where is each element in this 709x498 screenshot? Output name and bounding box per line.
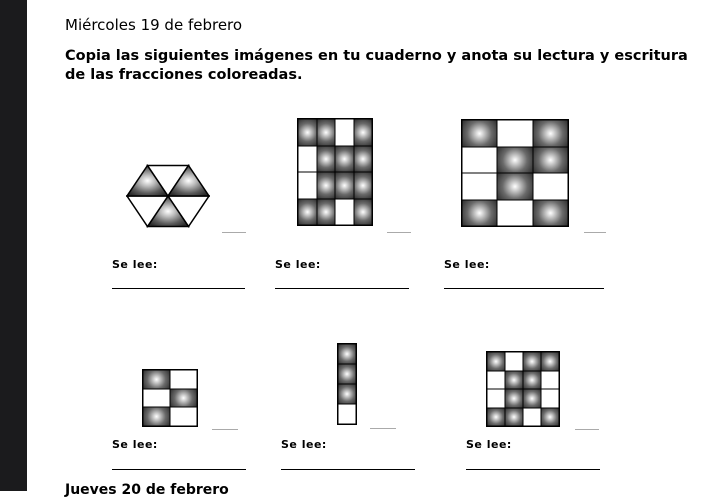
fraction-line-1 [222, 232, 246, 233]
left-dark-bar [0, 0, 27, 491]
shaded-cell [505, 408, 523, 427]
shaded-cell [170, 389, 197, 408]
answer-label-1: Se lee: [112, 258, 158, 271]
next-date-heading: Jueves 20 de febrero [65, 482, 229, 498]
fraction-grid-5 [486, 351, 560, 427]
shaded-cell [335, 172, 354, 199]
empty-cell [541, 371, 559, 390]
answer-line-1[interactable] [112, 288, 245, 289]
empty-cell [298, 172, 317, 199]
fraction-grid-3 [142, 369, 198, 427]
shaded-cell [523, 352, 541, 371]
shaded-cell [533, 147, 568, 174]
shaded-cell [335, 146, 354, 173]
answer-label-3: Se lee: [444, 258, 490, 271]
fraction-grid-2 [461, 119, 569, 227]
shaded-cell [487, 352, 505, 371]
hexagon-figure [126, 160, 210, 232]
empty-cell [541, 389, 559, 408]
answer-line-5[interactable] [281, 469, 415, 470]
shaded-cell [505, 389, 523, 408]
shaded-cell [317, 199, 336, 226]
answer-label-6: Se lee: [466, 438, 512, 451]
fraction-grid-4 [337, 343, 357, 425]
shaded-cell [497, 147, 532, 174]
answer-line-4[interactable] [112, 469, 246, 470]
answer-label-4: Se lee: [112, 438, 158, 451]
shaded-cell [143, 370, 170, 389]
empty-cell [523, 408, 541, 427]
shaded-cell [462, 120, 497, 147]
shaded-cell [533, 120, 568, 147]
shaded-cell [354, 199, 373, 226]
hexagon-svg [126, 160, 210, 232]
empty-cell [462, 147, 497, 174]
shaded-cell [298, 199, 317, 226]
empty-cell [143, 389, 170, 408]
fraction-line-4 [212, 429, 238, 430]
answer-label-2: Se lee: [275, 258, 321, 271]
empty-cell [505, 352, 523, 371]
shaded-cell [317, 146, 336, 173]
shaded-cell [487, 408, 505, 427]
empty-cell [487, 371, 505, 390]
answer-line-6[interactable] [466, 469, 600, 470]
date-heading: Miércoles 19 de febrero [65, 16, 243, 34]
fraction-line-3 [584, 232, 606, 233]
empty-cell [497, 120, 532, 147]
shaded-cell [462, 200, 497, 227]
empty-cell [462, 173, 497, 200]
shaded-cell [354, 146, 373, 173]
shaded-cell [505, 371, 523, 390]
shaded-cell [338, 344, 356, 364]
shaded-cell [338, 384, 356, 404]
instructions-text: Copia las siguientes imágenes en tu cuaderno y anota su lectura y escritura de las fracciones coloreadas. [65, 48, 688, 83]
empty-cell [497, 200, 532, 227]
answer-line-2[interactable] [275, 288, 409, 289]
empty-cell [335, 119, 354, 146]
shaded-cell [523, 389, 541, 408]
shaded-cell [541, 352, 559, 371]
fraction-line-2 [387, 232, 411, 233]
shaded-cell [338, 364, 356, 384]
fraction-grid-1 [297, 118, 373, 226]
empty-cell [338, 404, 356, 424]
answer-line-3[interactable] [444, 288, 604, 289]
empty-cell [298, 146, 317, 173]
shaded-cell [298, 119, 317, 146]
empty-cell [170, 370, 197, 389]
empty-cell [487, 389, 505, 408]
shaded-cell [523, 371, 541, 390]
empty-cell [335, 199, 354, 226]
empty-cell [170, 407, 197, 426]
fraction-line-6 [575, 429, 599, 430]
shaded-cell [497, 173, 532, 200]
shaded-cell [354, 172, 373, 199]
empty-cell [533, 173, 568, 200]
shaded-cell [541, 408, 559, 427]
answer-label-5: Se lee: [281, 438, 327, 451]
shaded-cell [354, 119, 373, 146]
shaded-cell [317, 119, 336, 146]
shaded-cell [317, 172, 336, 199]
shaded-cell [143, 407, 170, 426]
fraction-line-5 [370, 428, 396, 429]
shaded-cell [533, 200, 568, 227]
